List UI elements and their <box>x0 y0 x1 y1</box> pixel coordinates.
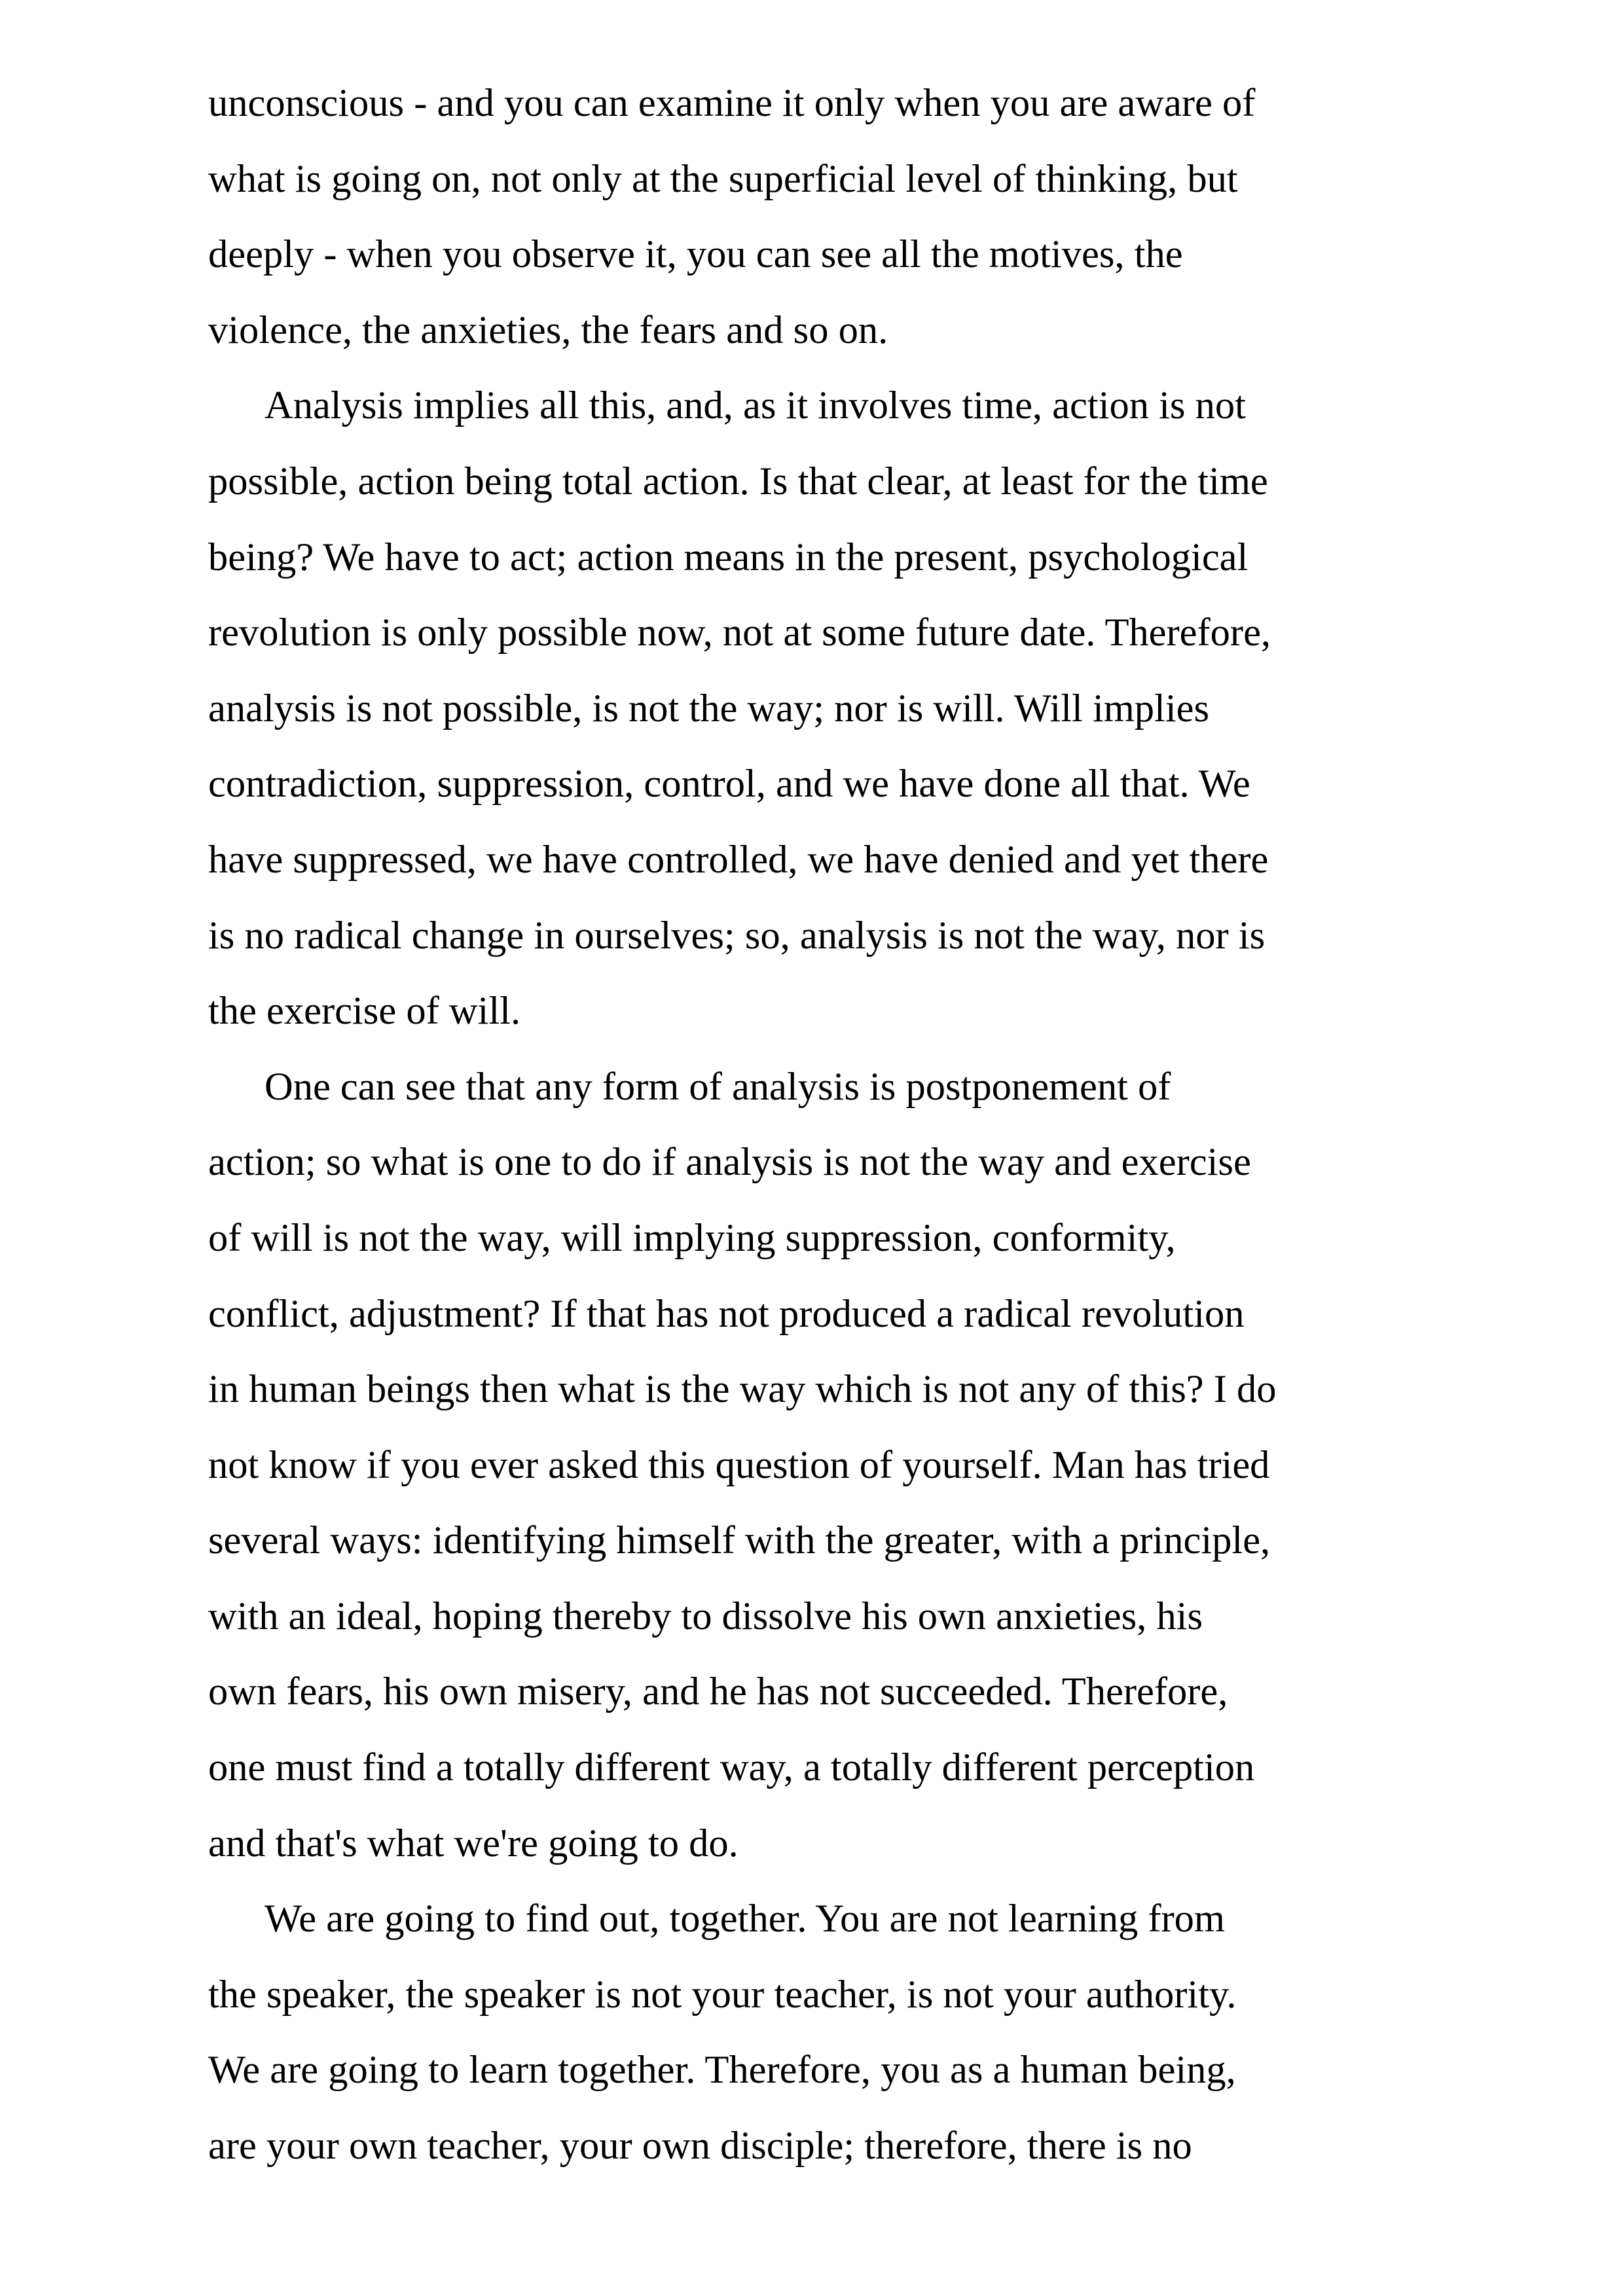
text-line: not know if you ever asked this question of yourself. Man has tried <box>208 1443 1270 1487</box>
text-line: deeply - when you observe it, you can see all the motives, the <box>208 232 1183 277</box>
text-line: violence, the anxieties, the fears and so on. <box>208 308 888 352</box>
text-line: revolution is only possible now, not at some future date. Therefore, <box>208 611 1271 655</box>
text-line: unconscious - and you can examine it only when you are aware of <box>208 81 1256 125</box>
text-line: in human beings then what is the way which is not any of this? I do <box>208 1367 1277 1412</box>
paragraph-first-line: We are going to find out, together. You are not learning from <box>264 1897 1225 1941</box>
text-line: own fears, his own misery, and he has not succeeded. Therefore, <box>208 1670 1228 1714</box>
text-line: We are going to learn together. Therefore, you as a human being, <box>208 2048 1236 2092</box>
text-line: and that's what we're going to do. <box>208 1821 739 1865</box>
text-line: one must find a totally different way, a totally different perception <box>208 1746 1255 1790</box>
text-line: contradiction, suppression, control, and we have done all that. We <box>208 762 1250 806</box>
body-text <box>208 65 1439 2184</box>
text-line: the exercise of will. <box>208 989 521 1033</box>
text-line: are your own teacher, your own disciple; therefore, there is no <box>208 2124 1192 2168</box>
paragraph-first-line: One can see that any form of analysis is postponement of <box>264 1064 1171 1109</box>
text-line: conflict, adjustment? If that has not produced a radical revolution <box>208 1291 1245 1336</box>
text-line: is no radical change in ourselves; so, analysis is not the way, nor is <box>208 913 1266 958</box>
text-line: the speaker, the speaker is not your teacher, is not your authority. <box>208 1972 1237 2017</box>
text-line: several ways: identifying himself with the greater, with a principle, <box>208 1518 1271 1563</box>
text-line: of will is not the way, will implying suppression, conformity, <box>208 1215 1176 1260</box>
text-line: action; so what is one to do if analysis is not the way and exercise <box>208 1140 1251 1185</box>
text-line: have suppressed, we have controlled, we have denied and yet there <box>208 837 1269 882</box>
text-line: being? We have to act; action means in the present, psychological <box>208 535 1249 579</box>
paragraph-first-line: Analysis implies all this, and, as it involves time, action is not <box>264 384 1246 428</box>
text-line: with an ideal, hoping thereby to dissolve his own anxieties, his <box>208 1594 1203 1638</box>
text-line: what is going on, not only at the superficial level of thinking, but <box>208 156 1238 201</box>
text-line: analysis is not possible, is not the way; nor is will. Will implies <box>208 686 1210 730</box>
text-line: possible, action being total action. Is that clear, at least for the time <box>208 459 1268 503</box>
